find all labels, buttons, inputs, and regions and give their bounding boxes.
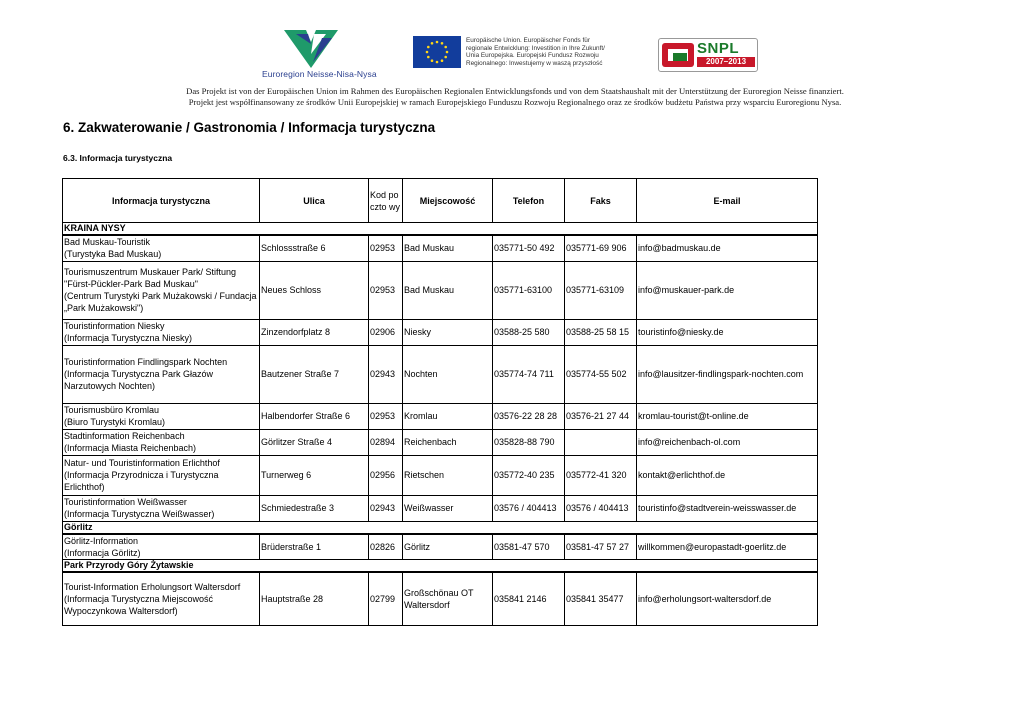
cell-name: Görlitz-Information (Informacja Görlitz) [63,534,260,560]
euroregion-emblem-icon [282,28,340,68]
cell-name: Tourist-Information Erholungsort Waltersdorf (Informacja Turystyczna Miejscowość Wypoczynkowa Waltersdorf) [63,572,260,625]
funding-statement-de: Das Projekt ist von der Europäischen Union im Rahmen des Europäischen Regionalen Entwicklungsfonds und von dem Staatshaushalt mit der Unterstützung der Euroregion Neisse finanziert. [186,86,844,96]
cell-name: Bad Muskau-Touristik (Turystyka Bad Muskau) [63,235,260,261]
snpl-word: SNPL [697,40,740,57]
funding-statement [165,86,865,107]
cell-city: Weißwasser [403,495,493,521]
cell-zip: 02953 [369,403,403,429]
col-header-name: Informacja turystyczna [63,179,260,223]
cell-street: Brüderstraße 1 [260,534,369,560]
snpl-years: 2007–2013 [697,57,755,67]
cell-fax [565,429,637,455]
euroregion-caption: Euroregion Neisse-Nisa-Nysa [262,69,377,79]
section-heading: 6.3. Informacja turystyczna [63,153,173,163]
cell-name: Natur- und Touristinformation Erlichthof (Informacja Przyrodnicza i Turystyczna Erlichthof) [63,455,260,495]
cell-fax: 03581-47 57 27 [565,534,637,560]
cell-zip: 02953 [369,261,403,319]
cell-zip: 02826 [369,534,403,560]
cell-phone: 035828-88 790 [493,429,565,455]
cell-zip: 02799 [369,572,403,625]
tourist-info-table [62,178,818,626]
cell-city: Rietschen [403,455,493,495]
cell-city: Großschönau OT Waltersdorf [403,572,493,625]
cell-street: Neues Schloss [260,261,369,319]
cell-phone: 03576-22 28 28 [493,403,565,429]
cell-zip: 02906 [369,319,403,345]
cell-zip: 02956 [369,455,403,495]
cell-fax: 035774-55 502 [565,345,637,403]
col-header-zip: Kod poczto wy [369,179,403,223]
cell-zip: 02943 [369,495,403,521]
table-row [63,403,818,429]
page-title: 6. Zakwaterowanie / Gastronomia / Informacja turystyczna [63,120,436,135]
table-row [63,319,818,345]
header-logos [0,0,1024,90]
cell-fax: 03588-25 58 15 [565,319,637,345]
group-row [63,521,818,534]
cell-city: Nochten [403,345,493,403]
col-header-phone: Telefon [493,179,565,223]
cell-fax: 035841 35477 [565,572,637,625]
eu-fund-line: Europäische Union. Europäischer Fonds für [466,37,590,44]
group-label: Park Przyrody Góry Żytawskie [63,560,818,573]
cell-city: Bad Muskau [403,261,493,319]
cell-zip: 02943 [369,345,403,403]
cell-name: Touristinformation Weißwasser (Informacja Turystyczna Weißwasser) [63,495,260,521]
cell-email[interactable]: kontakt@erlichthof.de [637,455,818,495]
cell-phone: 03576 / 404413 [493,495,565,521]
eu-fund-logo [413,36,643,70]
eu-flag-icon [413,36,461,68]
cell-phone: 035771-50 492 [493,235,565,261]
table-body [63,223,818,626]
cell-email[interactable]: info@lausitzer-findlingspark-nochten.com [637,345,818,403]
snpl-logo [661,40,757,70]
table-row [63,235,818,261]
group-label: KRAINA NYSY [63,223,818,236]
cell-email[interactable]: willkommen@europastadt-goerlitz.de [637,534,818,560]
col-header-fax: Faks [565,179,637,223]
cell-city: Niesky [403,319,493,345]
cell-phone: 03588-25 580 [493,319,565,345]
table-row [63,534,818,560]
cell-zip: 02894 [369,429,403,455]
funding-statement-pl: Projekt jest współfinansowany ze środków Unii Europejskiej w ramach Europejskiego Funduszu Rozwoju Regionalnego oraz ze środków budżetu Państwa przy wsparciu Euroregionu Nysa. [188,96,842,107]
cell-street: Hauptstraße 28 [260,572,369,625]
cell-street: Görlitzer Straße 4 [260,429,369,455]
eu-fund-line: regionale Entwicklung: Investition in Ihre Zukunft/ [466,44,605,52]
cell-name: Touristinformation Findlingspark Nochten (Informacja Turystyczna Park Głazów Narzutowych Nochten) [63,345,260,403]
cell-street: Zinzendorfplatz 8 [260,319,369,345]
cell-fax: 03576-21 27 44 [565,403,637,429]
table-row [63,572,818,625]
group-row [63,560,818,573]
cell-phone: 035771-63100 [493,261,565,319]
cell-phone: 035841 2146 [493,572,565,625]
eu-fund-line: Regionalnego: Inwestujemy w waszą przyszłość [466,59,603,67]
cell-email[interactable]: info@erholungsort-waltersdorf.de [637,572,818,625]
cell-phone: 035774-74 711 [493,345,565,403]
cell-phone: 03581-47 570 [493,534,565,560]
cell-city: Reichenbach [403,429,493,455]
table-row [63,495,818,521]
cell-email[interactable]: info@reichenbach-ol.com [637,429,818,455]
group-label: Görlitz [63,521,818,534]
table-row [63,455,818,495]
cell-street: Turnerweg 6 [260,455,369,495]
cell-name: Touristinformation Niesky (Informacja Turystyczna Niesky) [63,319,260,345]
cell-name: Tourismuszentrum Muskauer Park/ Stiftung "Fürst-Pückler-Park Bad Muskau" (Centrum Turystyki Park Mużakowski / Fundacja „Park Mużakowski") [63,261,260,319]
cell-fax: 035772-41 320 [565,455,637,495]
group-row [63,223,818,236]
col-header-city: Miejscowość [403,179,493,223]
cell-street: Bautzener Straße 7 [260,345,369,403]
cell-email[interactable]: touristinfo@niesky.de [637,319,818,345]
table-header-row [63,179,818,223]
cell-fax: 03576 / 404413 [565,495,637,521]
col-header-email: E-mail [637,179,818,223]
cell-name: Tourismusbüro Kromlau (Biuro Turystyki Kromlau) [63,403,260,429]
euroregion-logo [262,28,382,84]
cell-street: Schlossstraße 6 [260,235,369,261]
cell-street: Halbendorfer Straße 6 [260,403,369,429]
cell-city: Görlitz [403,534,493,560]
eu-fund-line: Unia Europejska. Europejski Fundusz Rozwoju [466,52,599,60]
table-row [63,345,818,403]
cell-zip: 02953 [369,235,403,261]
eu-fund-text [466,37,605,67]
cell-email[interactable]: kromlau-tourist@t-online.de [637,403,818,429]
cell-email[interactable]: info@muskauer-park.de [637,261,818,319]
cell-city: Bad Muskau [403,235,493,261]
cell-email[interactable]: info@badmuskau.de [637,235,818,261]
cell-name: Stadtinformation Reichenbach (Informacja Miasta Reichenbach) [63,429,260,455]
cell-street: Schmiedestraße 3 [260,495,369,521]
table-row [63,261,818,319]
table-row [63,429,818,455]
cell-phone: 035772-40 235 [493,455,565,495]
cell-fax: 035771-69 906 [565,235,637,261]
cell-email[interactable]: touristinfo@stadtverein-weisswasser.de [637,495,818,521]
snpl-mark-icon [661,40,695,70]
col-header-street: Ulica [260,179,369,223]
cell-city: Kromlau [403,403,493,429]
cell-fax: 035771-63109 [565,261,637,319]
